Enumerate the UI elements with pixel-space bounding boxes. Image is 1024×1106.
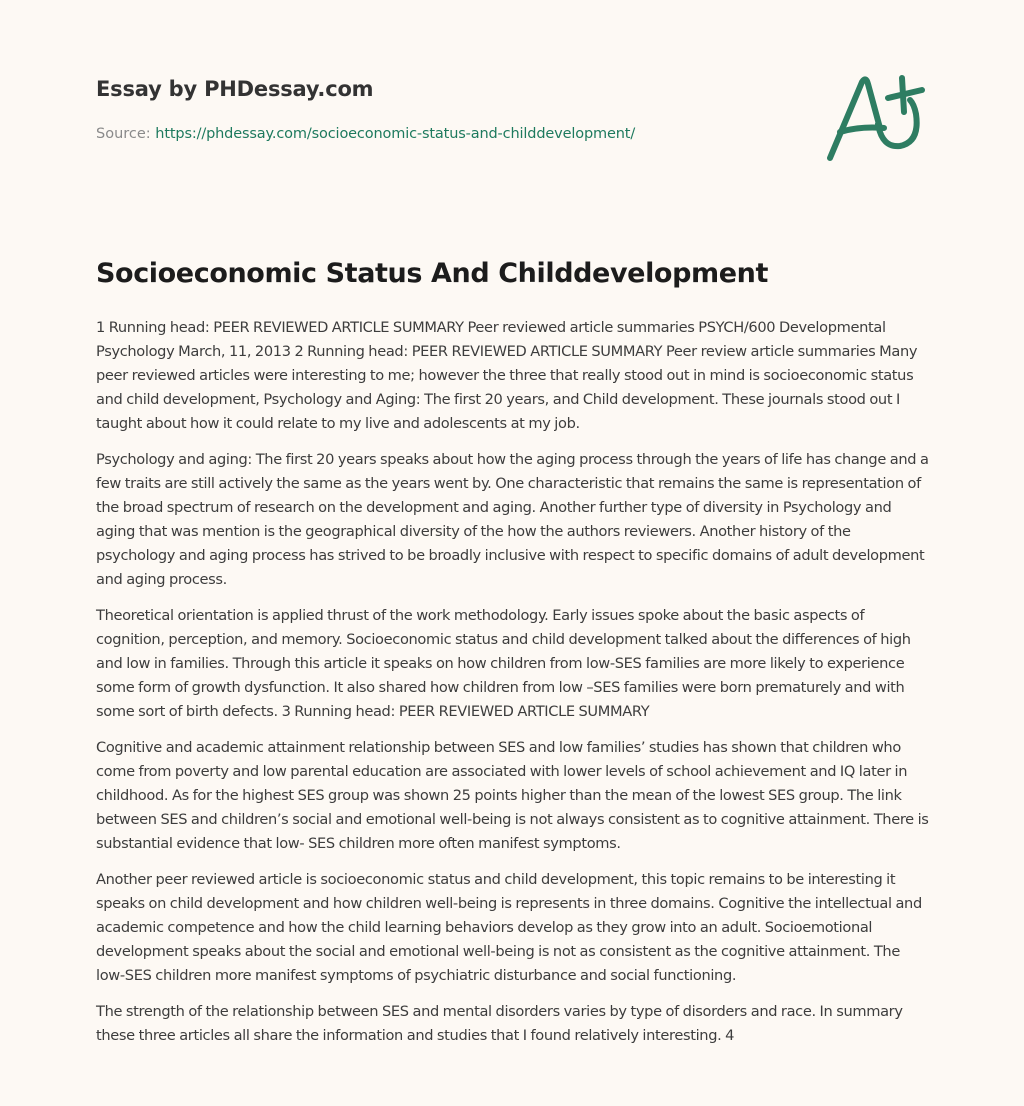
article-paragraph: Theoretical orientation is applied thrust of the work methodology. Early issues spoke about the basic aspects of cognition, perception, and memory. Socioeconomic status and child development talked about the differences of high and low in families. Through this article it speaks on how children from low-SES families are more likely to experience some form of growth dysfunction. It also shared how children from low –SES families were born prematurely and with some sort of birth defects. 3 Running head: PEER REVIEWED ARTICLE SUMMARY	[96, 607, 911, 720]
article-paragraph: 1 Running head: PEER REVIEWED ARTICLE SUMMARY Peer reviewed article summaries PSYCH/600 Developmental Psychology March, 11, 2013 2 Running head: PEER REVIEWED ARTICLE SUMMARY Peer review article summaries Many peer reviewed articles were interesting to me; however the three that really stood out in mind is socioeconomic status and child development, Psychology and Aging: The first 20 years, and Child development. These journals stood out I taught about how it could relate to my live and adolescents at my job.	[96, 319, 918, 432]
article-paragraph: Cognitive and academic attainment relationship between SES and low families’ studies has shown that children who come from poverty and low parental education are associated with lower levels of school achievement and IQ later in childhood. As for the highest SES group was shown 25 points higher than the mean of the lowest SES group. The link between SES and children’s social and emotional well-being is not always consistent as to cognitive attainment. There is substantial evidence that low- SES children more often manifest symptoms.	[96, 739, 929, 852]
site-title: Essay by PHDessay.com	[96, 77, 374, 101]
article-paragraph: The strength of the relationship between SES and mental disorders varies by type of disorders and race. In summary these three articles all share the information and studies that I found relatively interesting. 4	[96, 1003, 903, 1044]
a-plus-grade-icon	[822, 68, 930, 164]
article-body	[96, 316, 930, 1060]
article-paragraph: Another peer reviewed article is socioeconomic status and child development, this topic remains to be interesting it speaks on child development and how children well-being is represents in three domains. Cognitive the intellectual and academic competence and how the child learning behaviors develop as they grow into an adult. Socioemotional development speaks about the social and emotional well-being is not as consistent as the cognitive attainment. The low-SES children more manifest symptoms of psychiatric disturbance and social functioning.	[96, 871, 922, 984]
article-title: Socioeconomic Status And Childdevelopment	[96, 258, 768, 289]
source-link[interactable]: https://phdessay.com/socioeconomic-status-and-childdevelopment/	[155, 126, 636, 142]
source-line	[96, 124, 635, 144]
page-header	[96, 74, 936, 142]
article-paragraph: Psychology and aging: The first 20 years speaks about how the aging process through the years of life has change and a few traits are still actively the same as the years went by. One characteristic that remains the same is representation of the broad spectrum of research on the development and aging. Another further type of diversity in Psychology and aging that was mention is the geographical diversity of the how the authors reviewers. Another history of the psychology and aging process has strived to be broadly inclusive with respect to specific domains of adult development and aging process.	[96, 451, 929, 588]
source-label: Source:	[96, 126, 156, 142]
